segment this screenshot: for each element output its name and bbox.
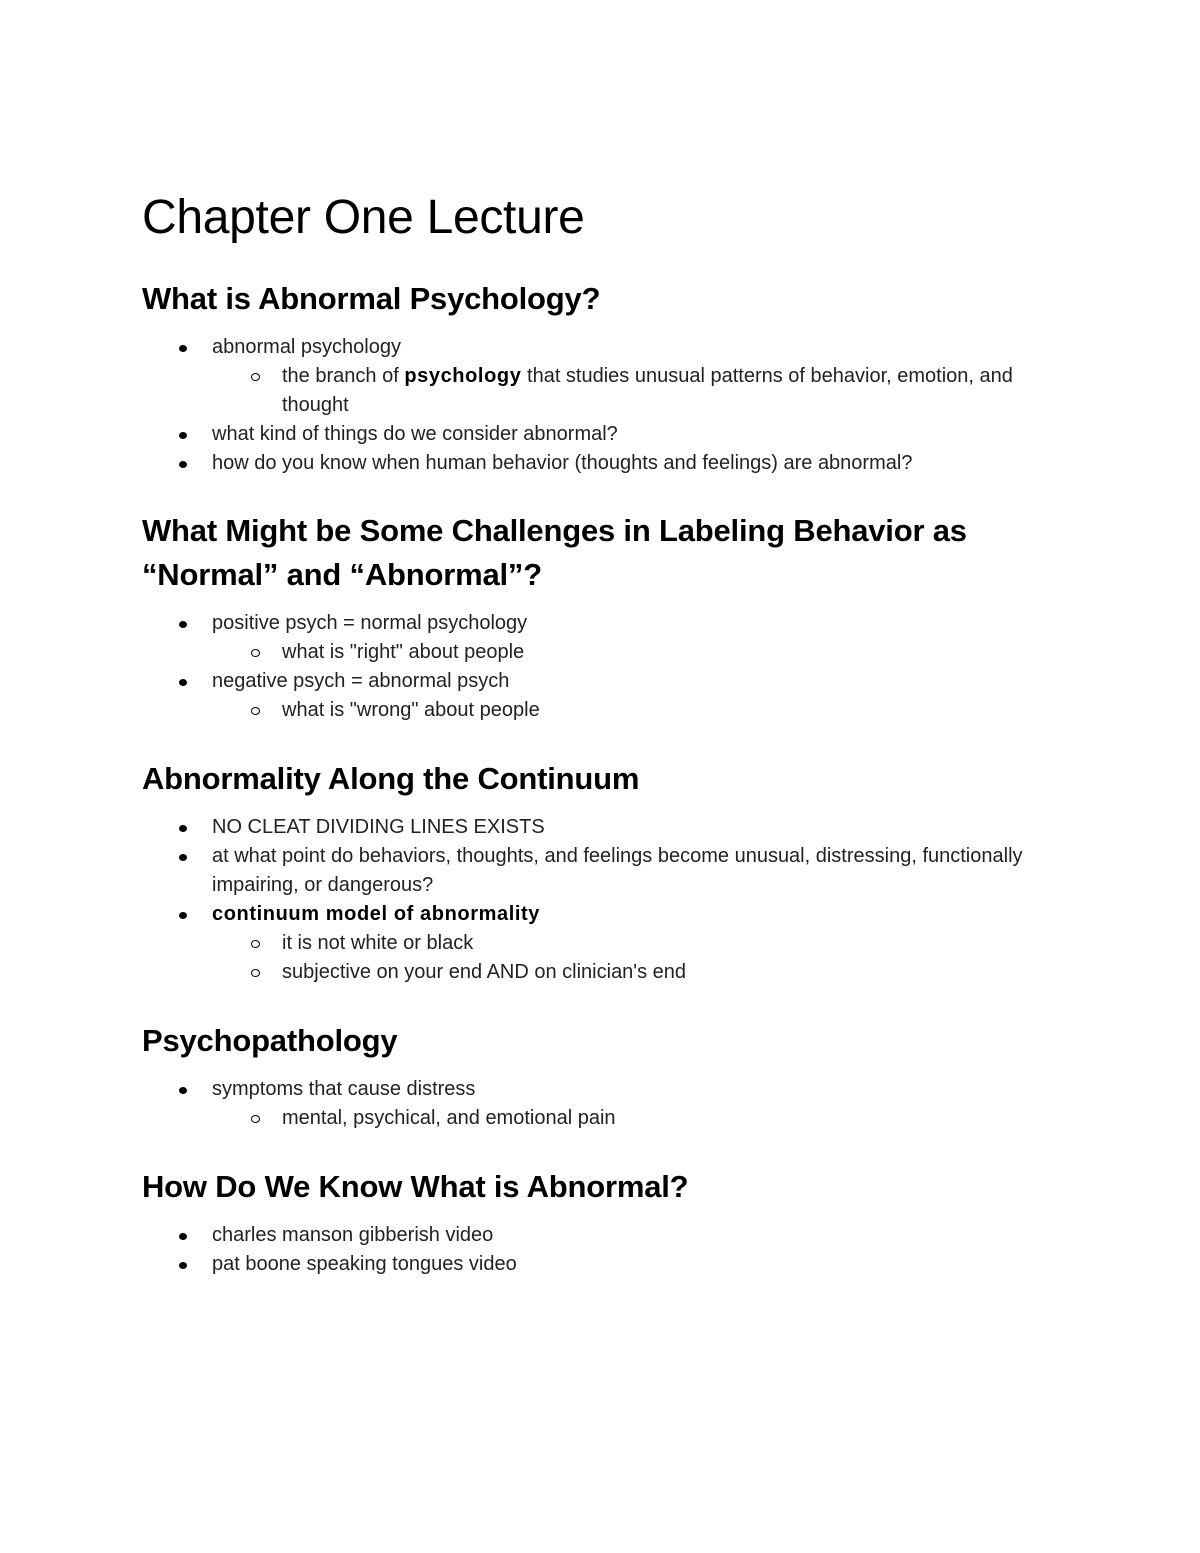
bullet-list (142, 1075, 1062, 1133)
section-heading: What Might be Some Challenges in Labeling Behavior as “Normal” and “Abnormal”? (142, 513, 967, 592)
sub-item-text: what is "right" about people (282, 641, 525, 663)
list-item (142, 1075, 1062, 1133)
bullet-list (142, 813, 1062, 987)
list-item (142, 1221, 1062, 1250)
list-item-text: symptoms that cause distress (212, 1078, 476, 1100)
bullet-dot-icon (179, 1262, 187, 1269)
bullet-dot-icon (179, 1087, 187, 1094)
sub-item-text: subjective on your end AND on clinician's end (282, 961, 687, 983)
sub-item-text-pre: the branch of (282, 365, 405, 387)
sub-bullet-list (212, 638, 1062, 667)
list-item-text-bold: continuum model of abnormality (212, 903, 541, 925)
sub-list-item (212, 929, 1062, 958)
section-labeling-challenges (142, 509, 1062, 725)
list-item-text: charles manson gibberish video (212, 1224, 494, 1246)
sub-item-text: it is not white or black (282, 932, 474, 954)
bullet-dot-icon (179, 679, 187, 686)
list-item (142, 333, 1062, 420)
bullet-dot-icon (179, 432, 187, 439)
list-item-text: positive psych = normal psychology (212, 612, 528, 634)
list-item-text: how do you know when human behavior (thoughts and feelings) are abnormal? (212, 452, 913, 474)
list-item-text: pat boone speaking tongues video (212, 1253, 517, 1275)
list-item-text: what kind of things do we consider abnormal? (212, 423, 618, 445)
list-item (142, 449, 1062, 478)
sub-item-text-post: that studies unusual patterns of behavior, emotion, and thought (282, 365, 1013, 416)
section-continuum (142, 757, 1062, 987)
bullet-circle-icon (251, 649, 260, 657)
bullet-circle-icon (251, 707, 260, 715)
list-item (142, 842, 1062, 900)
list-item-text: at what point do behaviors, thoughts, and feelings become unusual, distressing, functionally impairing, or dangerous? (212, 845, 1023, 896)
list-item-text: NO CLEAT DIVIDING LINES EXISTS (212, 816, 545, 838)
document-page (142, 186, 1062, 1279)
sub-item-text-bold: psychology (404, 365, 522, 387)
document-title: Chapter One Lecture (142, 191, 585, 244)
sub-list-item (212, 958, 1062, 987)
sub-item-text: what is "wrong" about people (282, 699, 540, 721)
sub-list-item (212, 1104, 1062, 1133)
list-item (142, 900, 1062, 987)
section-heading: Psychopathology (142, 1023, 398, 1058)
list-item-text: negative psych = abnormal psych (212, 670, 510, 692)
sub-bullet-list (212, 696, 1062, 725)
bullet-list (142, 1221, 1062, 1279)
list-item (142, 813, 1062, 842)
section-psychopathology (142, 1019, 1062, 1133)
sub-list-item (212, 638, 1062, 667)
sub-bullet-list (212, 362, 1062, 420)
sub-list-item (212, 696, 1062, 725)
list-item-text: abnormal psychology (212, 336, 401, 358)
bullet-dot-icon (179, 621, 187, 628)
section-heading: Abnormality Along the Continuum (142, 761, 640, 796)
list-item (142, 609, 1062, 667)
section-heading: How Do We Know What is Abnormal? (142, 1169, 689, 1204)
sub-bullet-list (212, 1104, 1062, 1133)
sub-item-text: mental, psychical, and emotional pain (282, 1107, 616, 1129)
bullet-list (142, 333, 1062, 478)
bullet-dot-icon (179, 854, 187, 861)
section-how-do-we-know (142, 1165, 1062, 1279)
list-item (142, 420, 1062, 449)
bullet-dot-icon (179, 912, 187, 919)
sub-list-item (212, 362, 1062, 420)
list-item (142, 1250, 1062, 1279)
bullet-list (142, 609, 1062, 725)
section-what-is-abnormal (142, 277, 1062, 478)
bullet-dot-icon (179, 825, 187, 832)
bullet-dot-icon (179, 345, 187, 352)
bullet-dot-icon (179, 461, 187, 468)
section-heading: What is Abnormal Psychology? (142, 281, 601, 316)
bullet-circle-icon (251, 969, 260, 977)
bullet-dot-icon (179, 1233, 187, 1240)
bullet-circle-icon (251, 940, 260, 948)
sub-bullet-list (212, 929, 1062, 987)
bullet-circle-icon (251, 1115, 260, 1123)
bullet-circle-icon (251, 373, 260, 381)
list-item (142, 667, 1062, 725)
